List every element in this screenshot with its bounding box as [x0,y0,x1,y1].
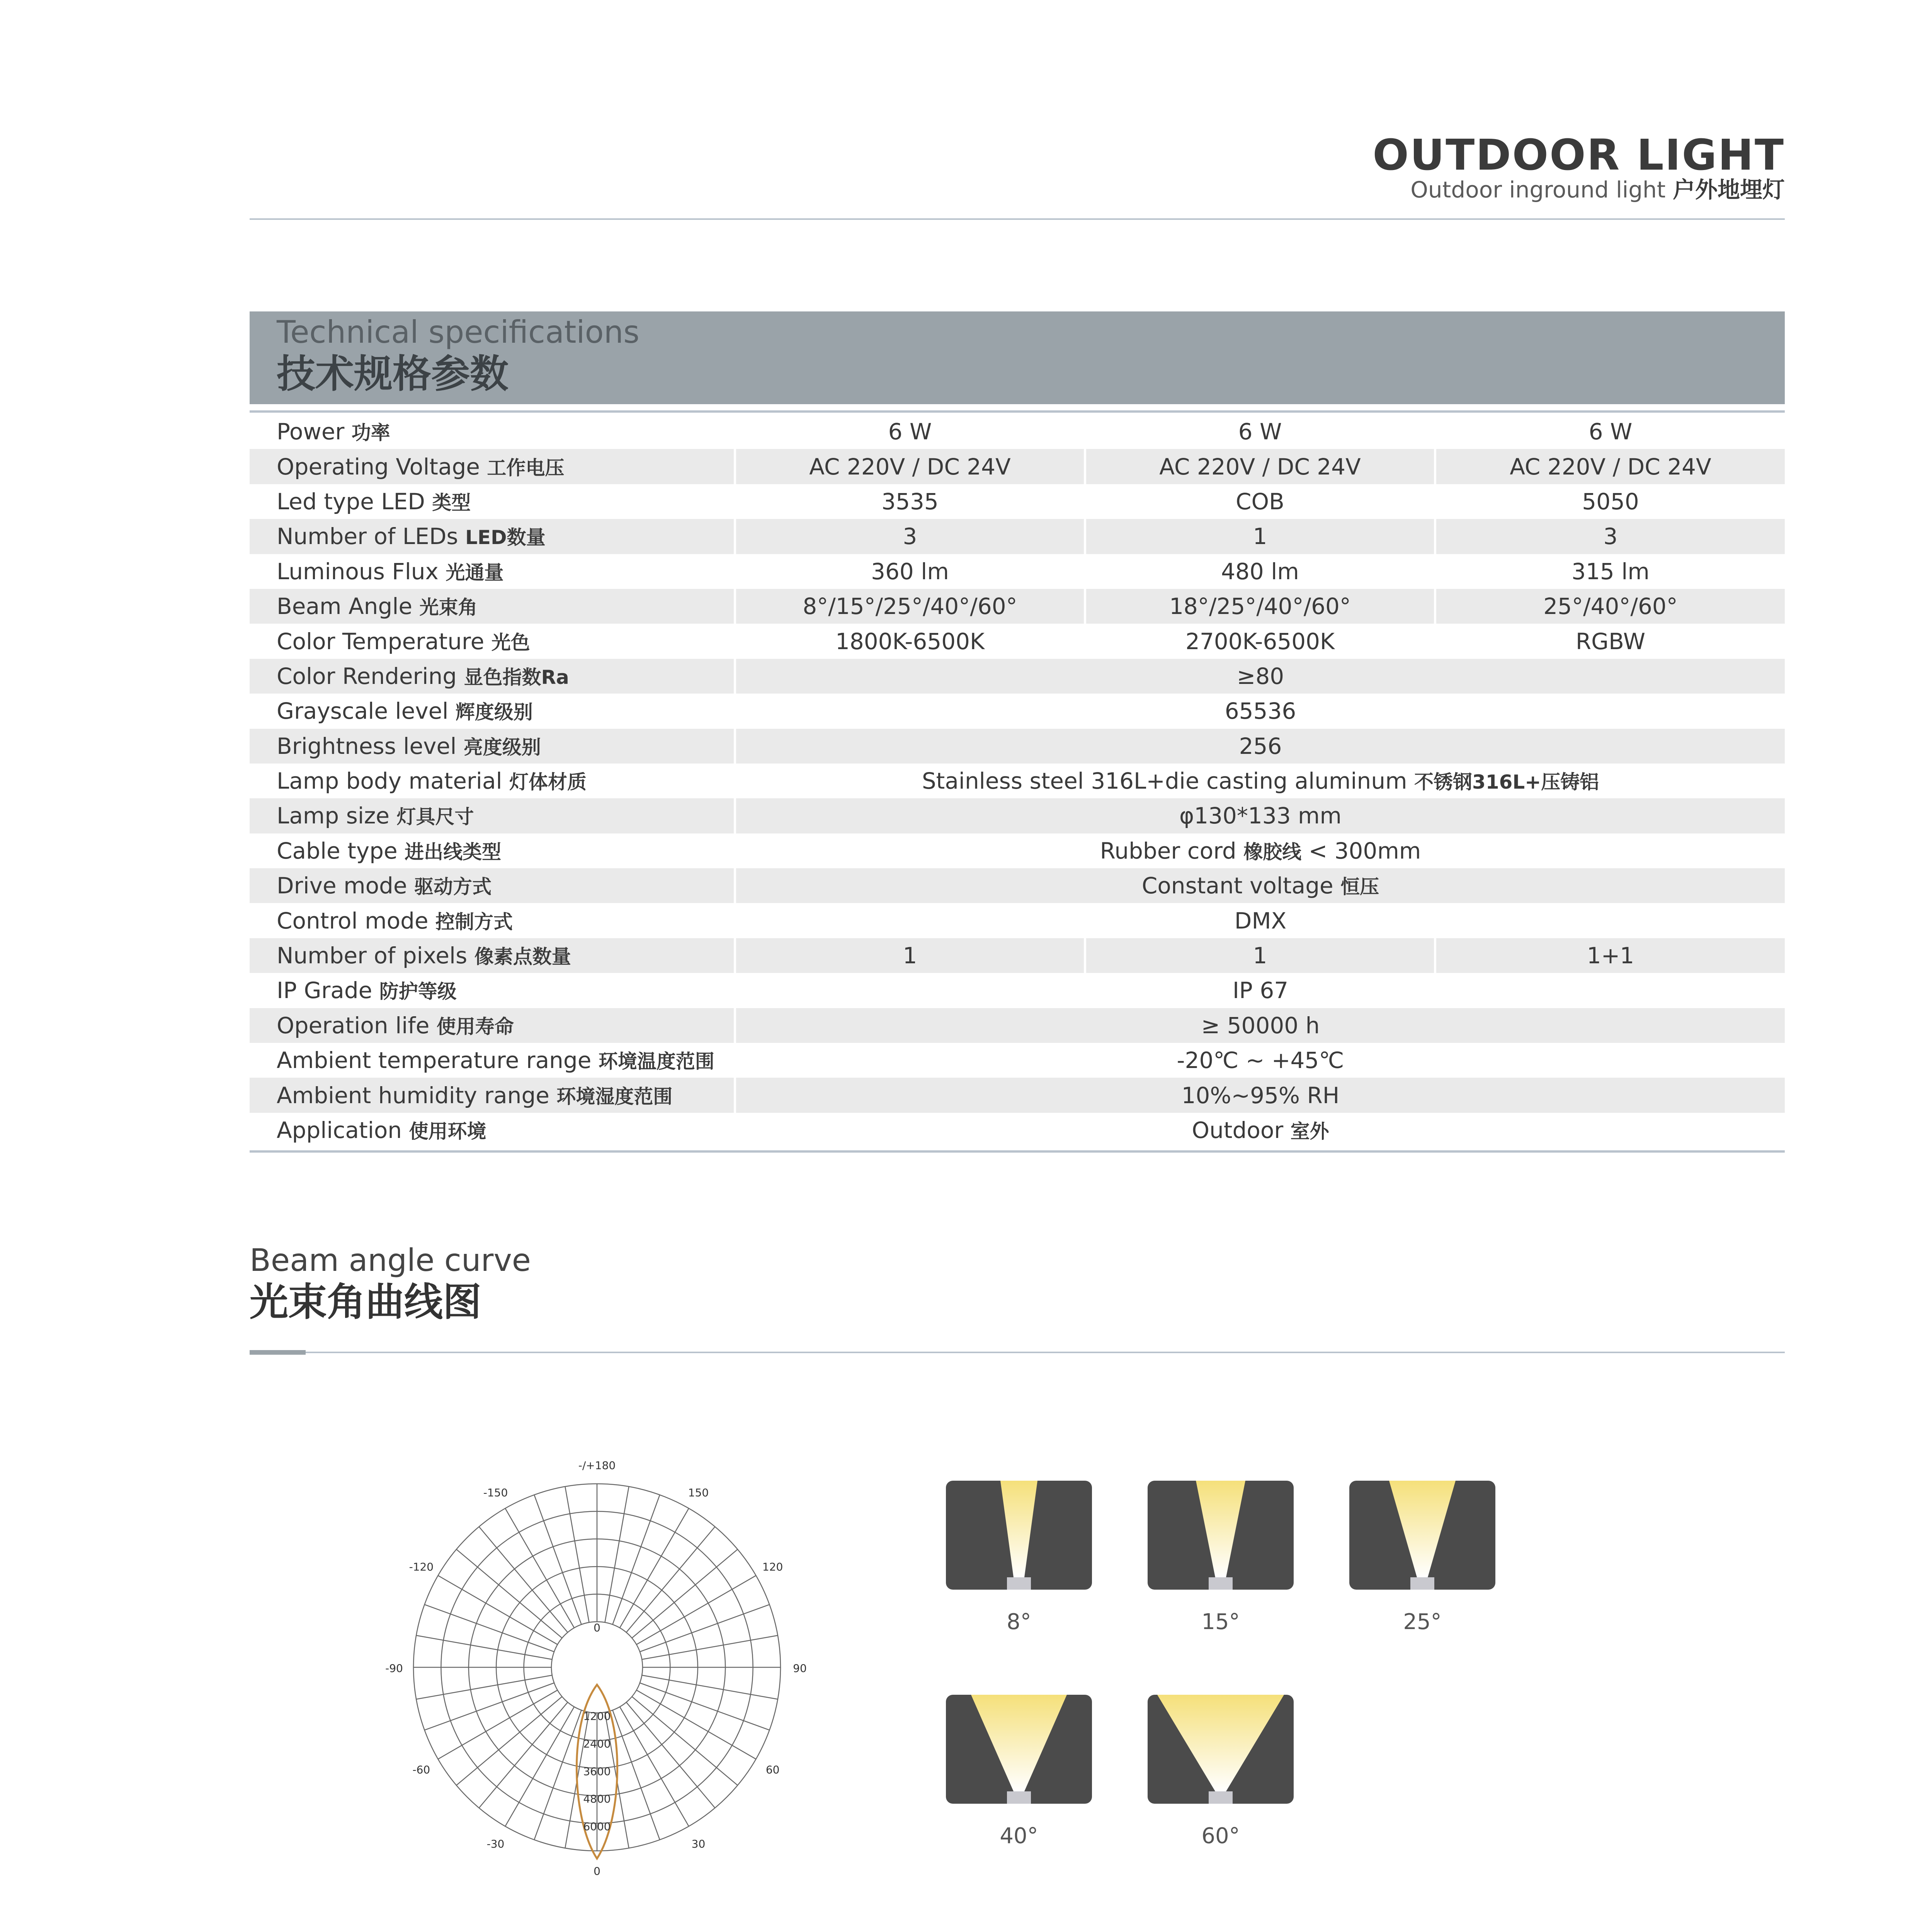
polar-angle-label: -120 [409,1560,434,1573]
spec-value: 360 lm [735,554,1085,589]
spec-label-zh: 环境温度范围 [598,1050,714,1073]
spec-label-en: Color Temperature [277,628,485,655]
polar-ring [551,1622,643,1713]
polar-angle-label: 60 [765,1763,780,1776]
spec-value: 25°/40°/60° [1435,589,1785,624]
spec-label [250,484,735,519]
header-rule [250,218,1785,220]
spec-label-zh: 灯具尺寸 [396,806,474,828]
spec-title-rule [250,410,1785,413]
spec-label-en: Grayscale level [277,698,449,724]
spec-label-en: IP Grade [277,977,372,1004]
polar-angle-label: 0 [594,1865,600,1878]
spec-value-text: 65536 [1225,698,1296,724]
spec-label [250,903,735,938]
spec-value-zh: 恒压 [1340,876,1379,898]
polar-angle-label: 150 [688,1486,709,1499]
spec-label [250,694,735,728]
spec-row [250,729,1785,764]
spec-label-zh: 光色 [491,631,530,654]
header-subtitle-en: Outdoor inground light [1410,177,1666,203]
spec-label-zh: 使用环境 [409,1120,486,1143]
spec-value-text: 10%~95% RH [1181,1082,1340,1109]
beam-tile [946,1481,1092,1590]
spec-label [250,519,735,554]
polar-beam-diagram [301,1406,896,1932]
spec-row [250,484,1785,519]
spec-row [250,624,1785,658]
spec-table [250,414,1785,1148]
spec-value: 5050 [1435,484,1785,519]
beam-title-zh: 光束角曲线图 [250,1279,481,1325]
beam-tile [946,1695,1092,1804]
spec-label-zh: 环境湿度范围 [556,1085,673,1108]
beam-tile [1349,1481,1495,1590]
spec-value [735,973,1785,1008]
spec-value: 6 W [1435,414,1785,449]
spec-table-end-rule [250,1150,1785,1153]
beam-tile-label: 8° [1007,1609,1031,1634]
spec-value [735,729,1785,764]
polar-angle-label: -150 [483,1486,508,1499]
spec-value-text: ≥80 [1236,663,1284,689]
spec-value: COB [1085,484,1435,519]
spec-label-en: Lamp size [277,803,390,829]
spec-value: 1+1 [1435,938,1785,973]
spec-label-en: Lamp body material [277,768,502,794]
polar-radial-label: 3600 [583,1765,611,1778]
beam-tile [1148,1695,1294,1804]
spec-value [735,1113,1785,1148]
spec-value: 8°/15°/25°/40°/60° [735,589,1085,624]
spec-value-text: Rubber cord [1100,837,1236,864]
spec-label-en: Luminous Flux [277,558,439,585]
spec-label-zh: 使用寿命 [436,1015,514,1038]
spec-label [250,729,735,764]
spec-value-text: φ130*133 mm [1179,803,1342,829]
spec-value: 1 [1085,938,1435,973]
polar-radial-label: 6000 [583,1820,611,1833]
beam-cone [1349,1481,1495,1590]
spec-label [250,449,735,484]
spec-label-en: Number of pixels [277,942,468,969]
spec-value [735,798,1785,833]
spec-label-en: Brightness level [277,733,457,759]
spec-value [735,659,1785,694]
spec-label-en: Operating Voltage [277,453,480,480]
polar-angle-label: -/+180 [578,1459,616,1472]
beam-tile-label: 40° [1000,1823,1038,1849]
spec-label-zh: 辉度级别 [455,701,533,724]
polar-angle-label: -90 [385,1662,403,1675]
spec-label-zh: 类型 [432,491,471,514]
spec-row [250,694,1785,728]
beam-tile-label: 60° [1201,1823,1240,1849]
spec-value: 480 lm [1085,554,1435,589]
polar-radial-label: 4800 [583,1793,611,1806]
spec-value [735,1008,1785,1043]
beam-tile [1148,1481,1294,1590]
spec-row [250,903,1785,938]
spec-value [735,694,1785,728]
spec-label [250,764,735,798]
spec-value-text: Outdoor [1192,1117,1284,1143]
spec-value-tail: < 300mm [1301,837,1421,864]
spec-value: AC 220V / DC 24V [1085,449,1435,484]
spec-value [735,764,1785,798]
spec-row [250,764,1785,798]
spec-row [250,1113,1785,1148]
spec-value [735,833,1785,868]
polar-angle-label: 120 [762,1560,783,1573]
spec-value: 315 lm [1435,554,1785,589]
beam-cone [946,1695,1092,1804]
polar-labels [385,1459,807,1878]
spec-row [250,1043,1785,1078]
spec-value-text: Stainless steel 316L+die casting aluminum [922,768,1407,794]
spec-label-zh: 控制方式 [435,910,513,933]
spec-label-zh: 工作电压 [487,456,565,479]
spec-value-text: Constant voltage [1141,872,1333,899]
spec-label [250,973,735,1008]
spec-value-text: IP 67 [1232,977,1289,1004]
spec-value: 1 [735,938,1085,973]
spec-value: AC 220V / DC 24V [1435,449,1785,484]
beam-tile-label: 15° [1201,1609,1240,1634]
header-title: OUTDOOR LIGHT [1372,130,1785,180]
spec-row [250,798,1785,833]
polar-angle-label: -30 [486,1837,505,1850]
beam-title-accent [250,1350,306,1355]
spec-label-en: Power [277,418,345,445]
spec-value-zh: 室外 [1290,1120,1329,1143]
spec-table-body [250,414,1785,1148]
polar-radial-label: 1200 [583,1710,611,1723]
spec-label-en: Control mode [277,907,429,934]
spec-value-text: 256 [1239,733,1282,759]
spec-row [250,554,1785,589]
spec-label-en: Number of LEDs [277,523,458,550]
spec-row [250,659,1785,694]
spec-label-en: Beam Angle [277,593,413,620]
spec-row [250,938,1785,973]
polar-spoke [416,1675,552,1699]
polar-spoke [642,1675,778,1699]
polar-angle-label: -60 [412,1763,430,1776]
polar-spoke [416,1636,552,1660]
spec-row [250,868,1785,903]
spec-value: 6 W [735,414,1085,449]
spec-value: 3 [1435,519,1785,554]
polar-angle-label: 30 [691,1837,706,1850]
spec-label-en: Drive mode [277,872,407,899]
spec-row [250,973,1785,1008]
polar-radial-label: 2400 [583,1737,611,1750]
beam-tile-label: 25° [1403,1609,1442,1634]
spec-label [250,554,735,589]
spec-value [735,1078,1785,1112]
spec-label [250,868,735,903]
spec-label-en: Operation life [277,1012,430,1039]
spec-label-zh: 像素点数量 [474,946,571,968]
spec-label [250,798,735,833]
spec-title-en: Technical specifications [277,314,639,350]
spec-row [250,1008,1785,1043]
spec-row [250,833,1785,868]
spec-label-en: Led type LED [277,488,425,515]
polar-radial-label: 0 [594,1621,600,1634]
spec-value [735,868,1785,903]
beam-cone [946,1481,1092,1590]
spec-row [250,414,1785,449]
spec-value: AC 220V / DC 24V [735,449,1085,484]
spec-value-text: -20℃ ~ +45℃ [1177,1047,1344,1074]
spec-value-zh: 不锈钢316L+压铸铝 [1414,771,1599,794]
spec-value: 18°/25°/40°/60° [1085,589,1435,624]
spec-value: 3535 [735,484,1085,519]
spec-label [250,1008,735,1043]
spec-value: 1800K-6500K [735,624,1085,658]
spec-label-zh: 光通量 [446,561,504,584]
spec-label-zh: 灯体材质 [509,771,587,794]
spec-label [250,624,735,658]
spec-value: 2700K-6500K [1085,624,1435,658]
spec-label [250,589,735,624]
spec-label-zh: LED数量 [465,526,546,549]
spec-value: 3 [735,519,1085,554]
beam-cone [1148,1695,1294,1804]
spec-label-zh: 显色指数Ra [464,666,569,689]
spec-row [250,1078,1785,1112]
spec-label-zh: 光束角 [419,596,478,619]
spec-title-zh: 技术规格参数 [277,351,509,396]
spec-label [250,1043,735,1078]
spec-label [250,938,735,973]
spec-label [250,414,735,449]
spec-value: 1 [1085,519,1435,554]
spec-label-zh: 功率 [351,422,390,444]
spec-label [250,659,735,694]
spec-label-en: Ambient humidity range [277,1082,549,1109]
spec-label [250,833,735,868]
spec-label-en: Color Rendering [277,663,457,689]
spec-value: 6 W [1085,414,1435,449]
polar-spoke [605,1486,629,1622]
spec-label-zh: 亮度级别 [463,736,541,759]
spec-label-en: Application [277,1117,402,1143]
spec-value-text: DMX [1234,907,1287,934]
header-subtitle-zh: 户外地埋灯 [1672,177,1785,203]
spec-label-zh: 防护等级 [379,980,457,1003]
spec-value-text: ≥ 50000 h [1201,1012,1320,1039]
beam-cone [1148,1481,1294,1590]
spec-row [250,589,1785,624]
header-subtitle [1410,179,1785,201]
spec-value-zh: 橡胶线 [1243,840,1302,863]
polar-spoke [565,1486,589,1622]
spec-value: RGBW [1435,624,1785,658]
spec-row [250,449,1785,484]
polar-spoke [642,1636,778,1660]
spec-label [250,1113,735,1148]
beam-title-rule [250,1352,1785,1353]
beam-title-en: Beam angle curve [250,1242,531,1278]
spec-value [735,903,1785,938]
spec-label-zh: 进出线类型 [405,840,502,863]
polar-angle-label: 90 [793,1662,807,1675]
spec-label-en: Ambient temperature range [277,1047,592,1074]
spec-label-en: Cable type [277,837,398,864]
spec-label-zh: 驱动方式 [414,876,492,898]
spec-value [735,1043,1785,1078]
spec-row [250,519,1785,554]
spec-label [250,1078,735,1112]
